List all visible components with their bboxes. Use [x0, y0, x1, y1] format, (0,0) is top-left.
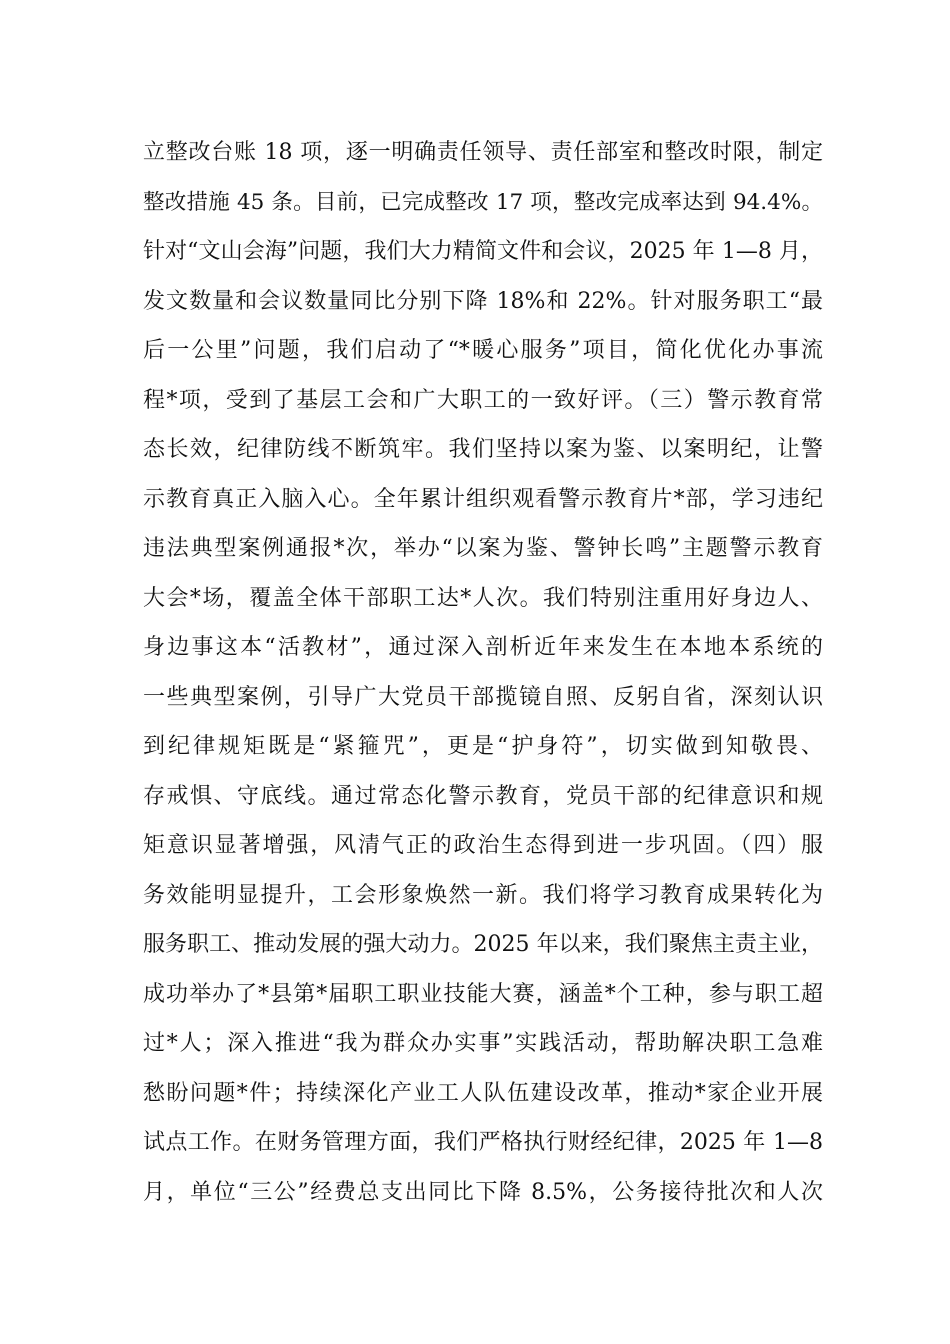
text-line-19: 过*人；深入推进“我为群众办实事”实践活动，帮助解决职工急难	[143, 1031, 823, 1056]
text-line-4: 发文数量和会议数量同比分别下降 18%和 22%。针对服务职工“最	[143, 288, 823, 314]
text-line-14: 存戒惧、守底线。通过常态化警示教育，党员干部的纪律意识和规	[143, 783, 823, 809]
text-line-12: 一些典型案例，引导广大党员干部揽镜自照、反躬自省，深刻认识	[143, 684, 823, 710]
text-line-3: 针对“文山会海”问题，我们大力精简文件和会议，2025 年 1—8 月，	[143, 239, 823, 264]
text-line-9: 违法典型案例通报*次，举办“以案为鉴、警钟长鸣”主题警示教育	[143, 536, 823, 561]
text-line-22: 月，单位“三公”经费总支出同比下降 8.5%，公务接待批次和人次	[143, 1179, 823, 1205]
text-line-18: 成功举办了*县第*届职工职业技能大赛，涵盖*个工种，参与职工超	[143, 981, 823, 1007]
text-line-5: 后一公里”问题，我们启动了“*暖心服务”项目，简化优化办事流	[143, 338, 823, 363]
text-line-16: 务效能明显提升，工会形象焕然一新。我们将学习教育成果转化为	[143, 882, 823, 908]
text-line-7: 态长效，纪律防线不断筑牢。我们坚持以案为鉴、以案明纪，让警	[143, 437, 823, 462]
text-line-15: 矩意识显著增强，风清气正的政治生态得到进一步巩固。（四）服	[143, 833, 823, 858]
text-line-13: 到纪律规矩既是“紧箍咒”，更是“护身符”，切实做到知敬畏、	[143, 734, 823, 759]
text-line-17: 服务职工、推动发展的强大动力。2025 年以来，我们聚焦主责主业，	[143, 932, 823, 957]
text-line-1: 立整改台账 18 项，逐一明确责任领导、责任部室和整改时限，制定	[143, 140, 823, 165]
text-line-6: 程*项，受到了基层工会和广大职工的一致好评。（三）警示教育常	[143, 387, 823, 413]
text-line-8: 示教育真正入脑入心。全年累计组织观看警示教育片*部，学习违纪	[143, 486, 823, 512]
body-text	[143, 128, 823, 1217]
text-line-2: 整改措施 45 条。目前，已完成整改 17 项，整改完成率达到 94.4%。	[143, 189, 823, 215]
text-line-21: 试点工作。在财务管理方面，我们严格执行财经纪律，2025 年 1—8	[143, 1130, 823, 1155]
text-line-10: 大会*场，覆盖全体干部职工达*人次。我们特别注重用好身边人、	[143, 585, 823, 611]
text-line-20: 愁盼问题*件；持续深化产业工人队伍建设改革，推动*家企业开展	[143, 1080, 823, 1106]
text-line-11: 身边事这本“活教材”，通过深入剖析近年来发生在本地本系统的	[143, 635, 823, 660]
